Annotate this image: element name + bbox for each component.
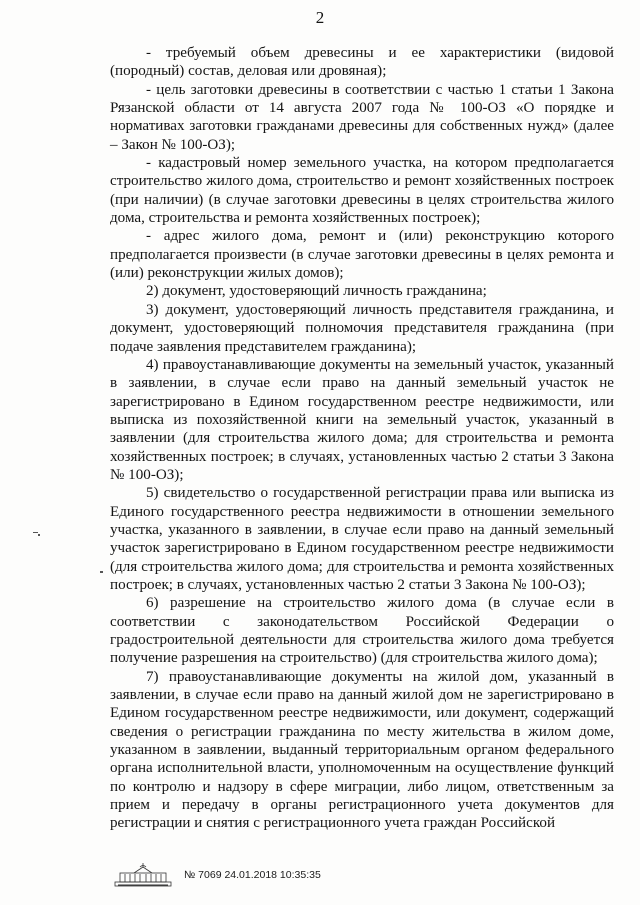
paragraph-wood-volume: - требуемый объем древесины и ее характеристики (видовой (породный) состав, деловая или дровяная); (110, 45, 614, 80)
paragraph-house-address: - адрес жилого дома, ремонт и (или) реконструкцию которого предполагается произвести (в случае заготовки древесины в целях ремонта и (или) реконструкции жилых домов); (110, 228, 614, 282)
paragraph-item-3: 3) документ, удостоверяющий личность представителя гражданина, и документ, удостоверяющий полномочия представителя гражданина (при подаче заявления представителем гражданина); (110, 301, 614, 355)
paragraph-item-6: 6) разрешение на строительство жилого дома (в случае если в соответствии с законодательством Российской Федерации о градостроительной деятельности для строительства жилого дома требуется получение разрешения на строительство) (для строительства жилого дома); (110, 595, 614, 667)
registration-stamp: № 7069 24.01.2018 10:35:35 (184, 869, 321, 881)
paragraph-item-7: 7) правоустанавливающие документы на жилой дом, указанный в заявлении, в случае если право на данный жилой дом не зарегистрировано в Едином государственном реестре недвижимости, или документ, содержащий сведения о регистрации гражданина по месту жительства в жилом доме, указанном в заявлении, выданный территориальным органом федерального органа исполнительной власти, уполномоченным на осуществление функций по контролю и надзору в сфере миграции, либо лицом, ответственным за прием и передачу в органы регистрационного учета документов для регистрации и снятия с регистрационного учета граждан Российской (110, 668, 614, 832)
page-number: 2 (315, 8, 325, 27)
scan-speck (33, 532, 38, 533)
document-body (110, 44, 614, 833)
scan-speck (38, 534, 40, 536)
paragraph-item-5: 5) свидетельство о государственной регистрации права или выписка из Единого государственного реестра недвижимости в отношении земельного участка, указанного в заявлении, в случае если право на данный земельный участок зарегистрировано в Едином государственном реестре недвижимости (для строительства жилого дома; для строительства и ремонта хозяйственных построек; в случаях, установленных частью 2 статьи 3 Закона № 100-ОЗ); (110, 485, 614, 593)
paragraph-item-4: 4) правоустанавливающие документы на земельный участок, указанный в заявлении, в случае если право на данный земельный участок не зарегистрировано в Едином государственном реестре недвижимости, или выписка из похозяйственной книги на земельный участок, указанный в заявлении (для строительства жилого дома; для строительства и ремонта хозяйственных построек; в случаях, установленных частью 2 статьи 3 Закона № 100-ОЗ); (110, 356, 614, 483)
paragraph-harvest-purpose: - цель заготовки древесины в соответствии с частью 1 статьи 1 Закона Рязанской области от 14 августа 2007 года № 100-ОЗ «О порядке и нормативах заготовки гражданами древесины для собственных нужд» (далее – Закон № 100-ОЗ); (110, 81, 614, 153)
document-footer (112, 862, 432, 888)
paragraph-item-2: 2) документ, удостоверяющий личность гражданина; (146, 283, 487, 300)
paragraph-cadastral-number: - кадастровый номер земельного участка, на котором предполагается строительство жилого дома, строительство и ремонт хозяйственных построек (при наличии) (в случае заготовки древесины в целях строительства жилого дома, строительства и ремонта хозяйственных построек); (110, 155, 614, 227)
government-building-icon (112, 862, 174, 888)
scan-speck (100, 571, 103, 573)
